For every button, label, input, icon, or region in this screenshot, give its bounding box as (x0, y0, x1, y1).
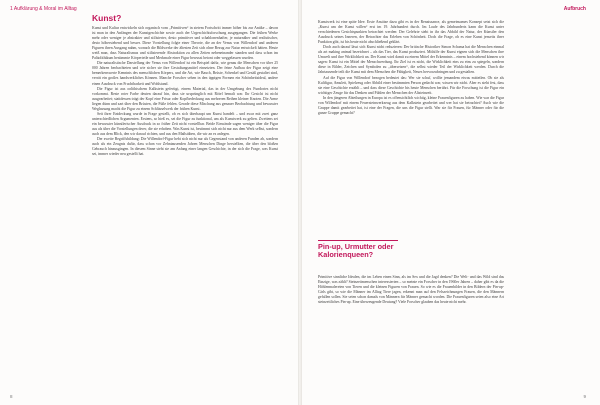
paragraph: Auf die Figur von Willendorf bezogen bedeutet das: Wer sie schuf, wollte jemandem etwas mitteilen. Ob sie als Kultfigur, Amulett, Spielzeug oder Abbild einer bestimmten Person gedacht war, wissen wir nicht. Aber es steht fest, dass sie eine Geschichte erzählt – und dass diese Geschichte bis heute Menschen berührt. Für die Forschung ist die Figur ein wichtiger Zeuge für das Denken und Fühlen der Menschen der Altsteinzeit. (318, 75, 504, 95)
paragraph: Primitive sinnliche Idealen, die im Leben einen Sinn, als im Sex und die Jagd denken? Die Welt- und das Wild sind das Einzige, was zählt? Steinzeitmenschen interessierten – so meinte ein Forscher in den 1960er Jahren – daher gibt es da die Höhlenmalereien von Tieren und die kleinen Figuren von Frauen. So wie es die Frauenbilder in den Bildern der Pin-up-Girls gibt, so wie die Männer im Alltag Tiere jagen, erkennt man auf den Felszeichnungen Frauen, die den Männern gefallen sollen. Sie seien schon damals von Männern für Männer gemacht worden. Die Frauenfiguren seien also eine Art steinzeitliches Pin-up. Eine überzeugende Deutung? Viele Forscher glauben das heute nicht mehr. (318, 275, 504, 305)
sub-heading: Pin-up, Urmutter oder Kalorienqueen? (318, 242, 394, 259)
paragraph: Die Figur ist aus oolithischem Kalkstein gefertigt, einem Material, das in der Umgebung des Fundortes nicht vorkommt. Reste roter Farbe deuten darauf hin, dass sie ursprünglich mit Rötel bemalt war. Ihr Gesicht ist nicht ausgearbeitet; stattdessen trägt der Kopf eine Frisur oder Kopfbedeckung aus mehreren Reihen kleiner Knoten. Die Arme liegen dünn und zart über den Brüsten, die Füße fehlen. Gerade diese Mischung aus genauer Beobachtung und bewusster Weglassung macht die Figur zu einem Schlüsselwerk der frühen Kunst. (92, 86, 278, 111)
right-body-text-2 (318, 275, 504, 387)
paragraph: Der zweite Begriffsbildung: Die Willendorf-Figur hebt sich nicht nur als Gegenstand von anderen Funden ab, sondern auch als ein Zeugnis dafür, dass schon vor Zehntausenden Jahren Menschen Dinge herstellten, die über den bloßen Gebrauch hinausgingen. In diesem Sinne steht sie am Anfang einer langen Geschichte, in der sich die Frage, was Kunst sei, immer wieder neu gestellt hat. (92, 137, 278, 157)
paragraph: Kunstwerk ist eine späte Idee. Erste Ansätze dazu gibt es in der Renaissance, als gemeinsames Konzept setzt sich die „Kunst um der Kunst willen“ erst im 19. Jahrhundert durch. Im Laufe des Jahrhunderts kann die Kunst unter verschiedenen Gesichtspunkten betrachtet werden: Der Gelehrte sieht in ihr das Abbild der Natur, der Künstler den Ausdruck seines Inneren, der Betrachter das Erleben von Schönheit. Doch die Frage, ob es eine Kunst jenseits ihrer Funktion gibt, ist bis heute nicht abschließend geklärt. (318, 20, 504, 45)
paragraph: Doch auch darauf lässt sich Kunst nicht reduzieren: Der britische Historiker Simon Schama hat die Menschen einmal als art making animal bezeichnet – als das Tier, das Kunst produziert. Mithilfe der Kunst eignen sich die Menschen ihre Umwelt und ihre Wirklichkeit an. Der Kunst wird damit zu einem Mittel der Erkenntnis – einem hochstehend können wir sagen: Kunst ist ein Mittel der Menschwerdung. Ihr Ziel ist es nicht, die Wirklichkeit eins zu eins zu spiegeln, sondern diese in Bilder, Zeichen und Symbolen zu „übersetzen“, die selbst wieder Teil der Wirklichkeit werden. Durch die Jahrtausende teilt die Kunst mit dem Menschen die Fähigkeit, Neues hervorzubringen und zu gestalten. (318, 45, 504, 75)
paragraph: In den jüngeren Abteilungen in Europa ist es offensichtlich wichtig, kleine Frauenfiguren zu haben. Wie war die Figur von Willendorf mit einem Feuersteinwerkzeug aus dem Kalkstein gearbeitet und wer hat sie betrachtet? Auch wie die Gruppe damit gearbeitet hat, ist eine der Fragen, die uns die Figur stellt. War sie für Frauen, für Männer oder für die ganze Gruppe gemacht? (318, 95, 504, 115)
sub-heading-rule (318, 240, 398, 241)
left-body-text (92, 26, 278, 388)
paragraph: Kunst und Kultur entwickeln sich organisch vom „Primitiven“ in stetem Fortschritt immer höher bis zur Antike – davon ist man in den Anfängen der Kunstgeschichte sowie auch der Urgeschichtsforschung ausgegangen. Die frühen Werke mehr oder weniger je abstrakter und stilisierter, desto primitiver und schablonenhafter, je naturnäher und realistischer, desto höherstehend und besser. Diese Vorstellung folgte einer Theorie, die an der Venus von Willendorf und anderen Figuren ihren Ausgang nahm, wonach die Bildwerke der ältesten Zeit sich ohne Bezug zur Natur entwickelt hätten. Heute weiß man, dass Naturalismus und stilisierende Abstraktion zu allen Zeiten nebeneinander standen und dass schon im Paläolithikum bestimmte Körperteile und Merkmale einer Figur bewusst betont oder weggelassen wurden. (92, 26, 278, 61)
paragraph: Seit ihrer Entdeckung wurde in Frage gestellt, ob es sich überhaupt um Kunst handelt – und zwar mit zwei ganz unterschiedlichen Argumenten. Erstens, so hieß es, sei die Figur zu funktional, um als Kunstwerk zu gelten. Zweitens sei ein bewusster künstlerischer Ausdruck in so früher Zeit nicht vorstellbar. Beide Einwände sagen weniger über die Figur aus als über die Vorstellungen derer, die sie erhoben. Was Kunst ist, bestimmt sich nicht nur aus dem Werk selbst, sondern auch aus dem Blick, den wir darauf richten, und aus den Maßstäben, die wir an es anlegen. (92, 111, 278, 136)
paragraph: Die naturalistische Darstellung der Venus von Willendorf ist ein Beispiel dafür, wie genau die Menschen vor über 25 000 Jahren beobachteten und wie sicher sie ihre Gestaltungsmittel einsetzten. Der feine Aufbau der Figur zeigt eine bemerkenswerte Kenntnis des menschlichen Körpers, und die Art, wie Bauch, Brüste, Schenkel und Gesäß gestaltet sind, verrät ein großes handwerkliches Können. Manche Forscher sehen in den üppigen Formen ein Schönheitsideal, andere einen Ausdruck von Fruchtbarkeit und Wohlstand. (92, 61, 278, 86)
right-page (302, 0, 600, 405)
page-number-left: 8 (10, 394, 13, 399)
running-head-left: 1 Aufklärung & Moral im Alltag (10, 6, 77, 12)
running-head-right: Aufbruch (563, 6, 586, 12)
section-heading: Kunst? (92, 13, 122, 23)
left-page (0, 0, 298, 405)
right-body-text (318, 20, 504, 238)
page-number-right: 9 (583, 394, 586, 399)
